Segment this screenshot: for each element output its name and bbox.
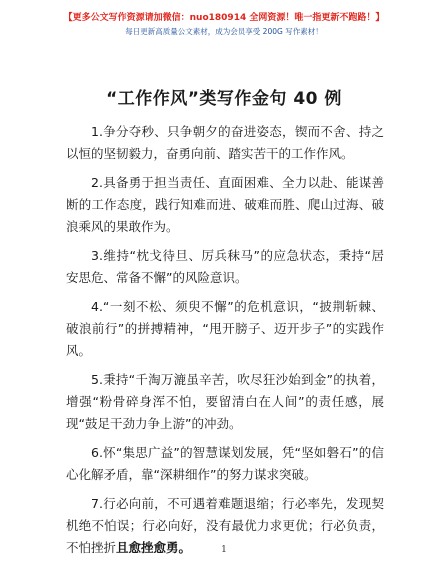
paragraph-7-text: 7.行必向前，不可遇着难题退缩；行必率先，发现契机绝不怕误；行必向好，没有最优力求更优；行必负责，不怕挫折 [66, 496, 384, 555]
header-banner [0, 0, 448, 37]
paragraph-2: 2.具备勇于担当责任、直面困难、全力以赴、能谋善断的工作态度，践行知难而进、破难而胜、爬山过海、破浪乘风的果敢作为。 [66, 175, 384, 234]
paragraph-3: 3.维持“枕戈待旦、厉兵秣马”的应急状态，秉持“居安思危、常备不懈”的风险意识。 [66, 248, 384, 285]
document-body [66, 121, 384, 566]
page-number: 1 [221, 545, 227, 555]
paragraph-4: 4.“一刻不松、须臾不懈”的危机意识，“披荆斩棘、破浪前行”的拼搏精神，“甩开膀子、迈开步子”的实践作风。 [66, 299, 384, 358]
paragraph-7-bold-tail: 且愈挫愈勇。 [116, 540, 192, 555]
paragraph-1: 1.争分夺秒、只争朝夕的奋进姿态，锲而不舍、持之以恒的坚韧毅力，奋勇向前、踏实苦干的工作作风。 [66, 124, 384, 161]
paragraph-5: 5.秉持“千淘万漉虽辛苦，吹尽狂沙始到金”的执着，增强“粉骨碎身浑不怕，要留清白在人间”的责任感，展现“鼓足干劲力争上游”的冲劲。 [66, 372, 384, 431]
banner-promo-line: 【更多公文写作资源请加微信：nuo180914 全网资源！唯一指更新不跑路！】 [63, 13, 385, 23]
paragraph-6: 6.怀“集思广益”的智慧谋划发展，凭“坚如磐石”的信心化解矛盾，靠“深耕细作”的努力谋求突破。 [66, 445, 384, 482]
document-title: “工作作风”类写作金句 40 例 [106, 89, 342, 109]
banner-member-line: 每日更新高质量公文素材，成为会员享受 200G 写作素材！ [125, 27, 323, 36]
